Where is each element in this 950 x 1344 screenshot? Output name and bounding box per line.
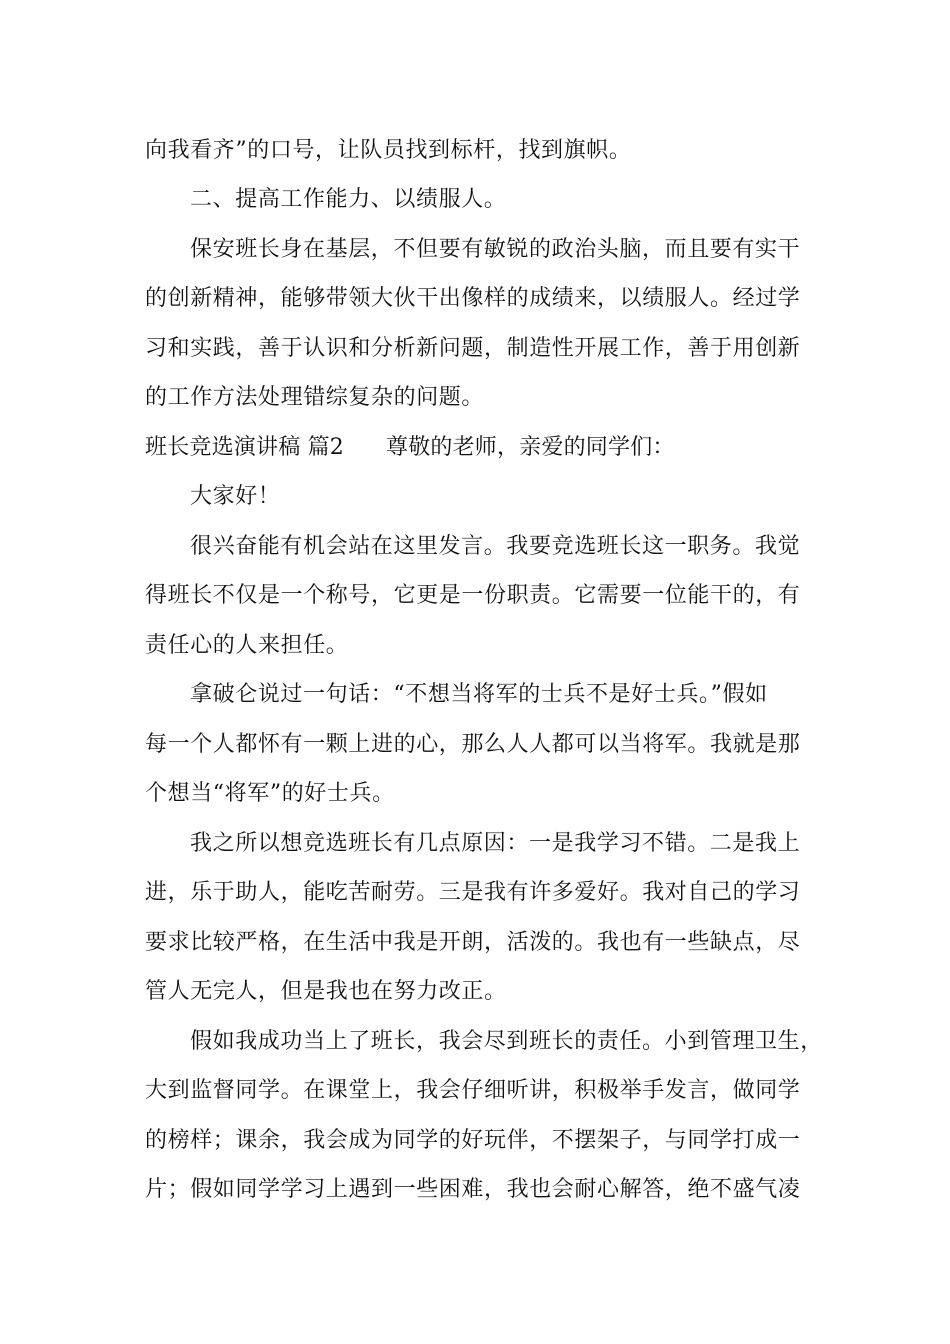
text-line: 拿破仑说过一句话：“不想当将军的士兵不是好士兵。”假如: [190, 682, 768, 707]
text-line: 片；假如同学学习上遇到一些困难，我也会耐心解答，绝不盛气凌: [145, 1177, 801, 1202]
text-line: 大家好！: [190, 484, 281, 509]
text-line: 得班长不仅是一个称号，它更是一份职责。它需要一位能干的，有: [145, 583, 801, 608]
text-line: 管人无完人，但是我也在努力改正。: [145, 979, 507, 1004]
text-line: 的创新精神，能够带领大伙干出像样的成绩来，以绩服人。经过学: [145, 286, 801, 311]
text-line: 要求比较严格，在生活中我是开朗，活泼的。我也有一些缺点，尽: [145, 930, 801, 955]
text-line: 责任心的人来担任。: [145, 633, 349, 658]
text-line: 保安班长身在基层，不但要有敏锐的政治头脑，而且要有实干: [190, 237, 801, 262]
text-line: 向我看齐”的口号，让队员找到标杆，找到旗帜。: [145, 138, 632, 163]
section-heading: 二、提高工作能力、以绩服人。: [190, 187, 507, 212]
text-line: 很兴奋能有机会站在这里发言。我要竞选班长这一职务。我觉: [190, 534, 801, 559]
text-line: 假如我成功当上了班长，我会尽到班长的责任。小到管理卫生，: [190, 1029, 823, 1054]
text-line: 个想当“将军”的好士兵。: [145, 781, 395, 806]
text-line: 大到监督同学。在课堂上，我会仔细听讲，积极举手发言，做同学: [145, 1078, 801, 1103]
text-line: 的工作方法处理错综复杂的问题。: [145, 385, 485, 410]
text-line: 习和实践，善于认识和分析新问题，制造性开展工作，善于用创新: [145, 336, 801, 361]
speech-heading: [145, 433, 815, 463]
text-line: 每一个人都怀有一颗上进的心，那么人人都可以当将军。我就是那: [145, 732, 801, 757]
text-line: 的榜样；课余，我会成为同学的好玩伴，不摆架子，与同学打成一: [145, 1128, 801, 1153]
speech-title: 班长竞选演讲稿 篇2: [145, 435, 344, 460]
speech-greeting: 尊敬的老师，亲爱的同学们：: [386, 435, 675, 460]
text-line: 进，乐于助人，能吃苦耐劳。三是我有许多爱好。我对自己的学习: [145, 880, 801, 905]
text-line: 我之所以想竞选班长有几点原因：一是我学习不错。二是我上: [190, 831, 801, 856]
